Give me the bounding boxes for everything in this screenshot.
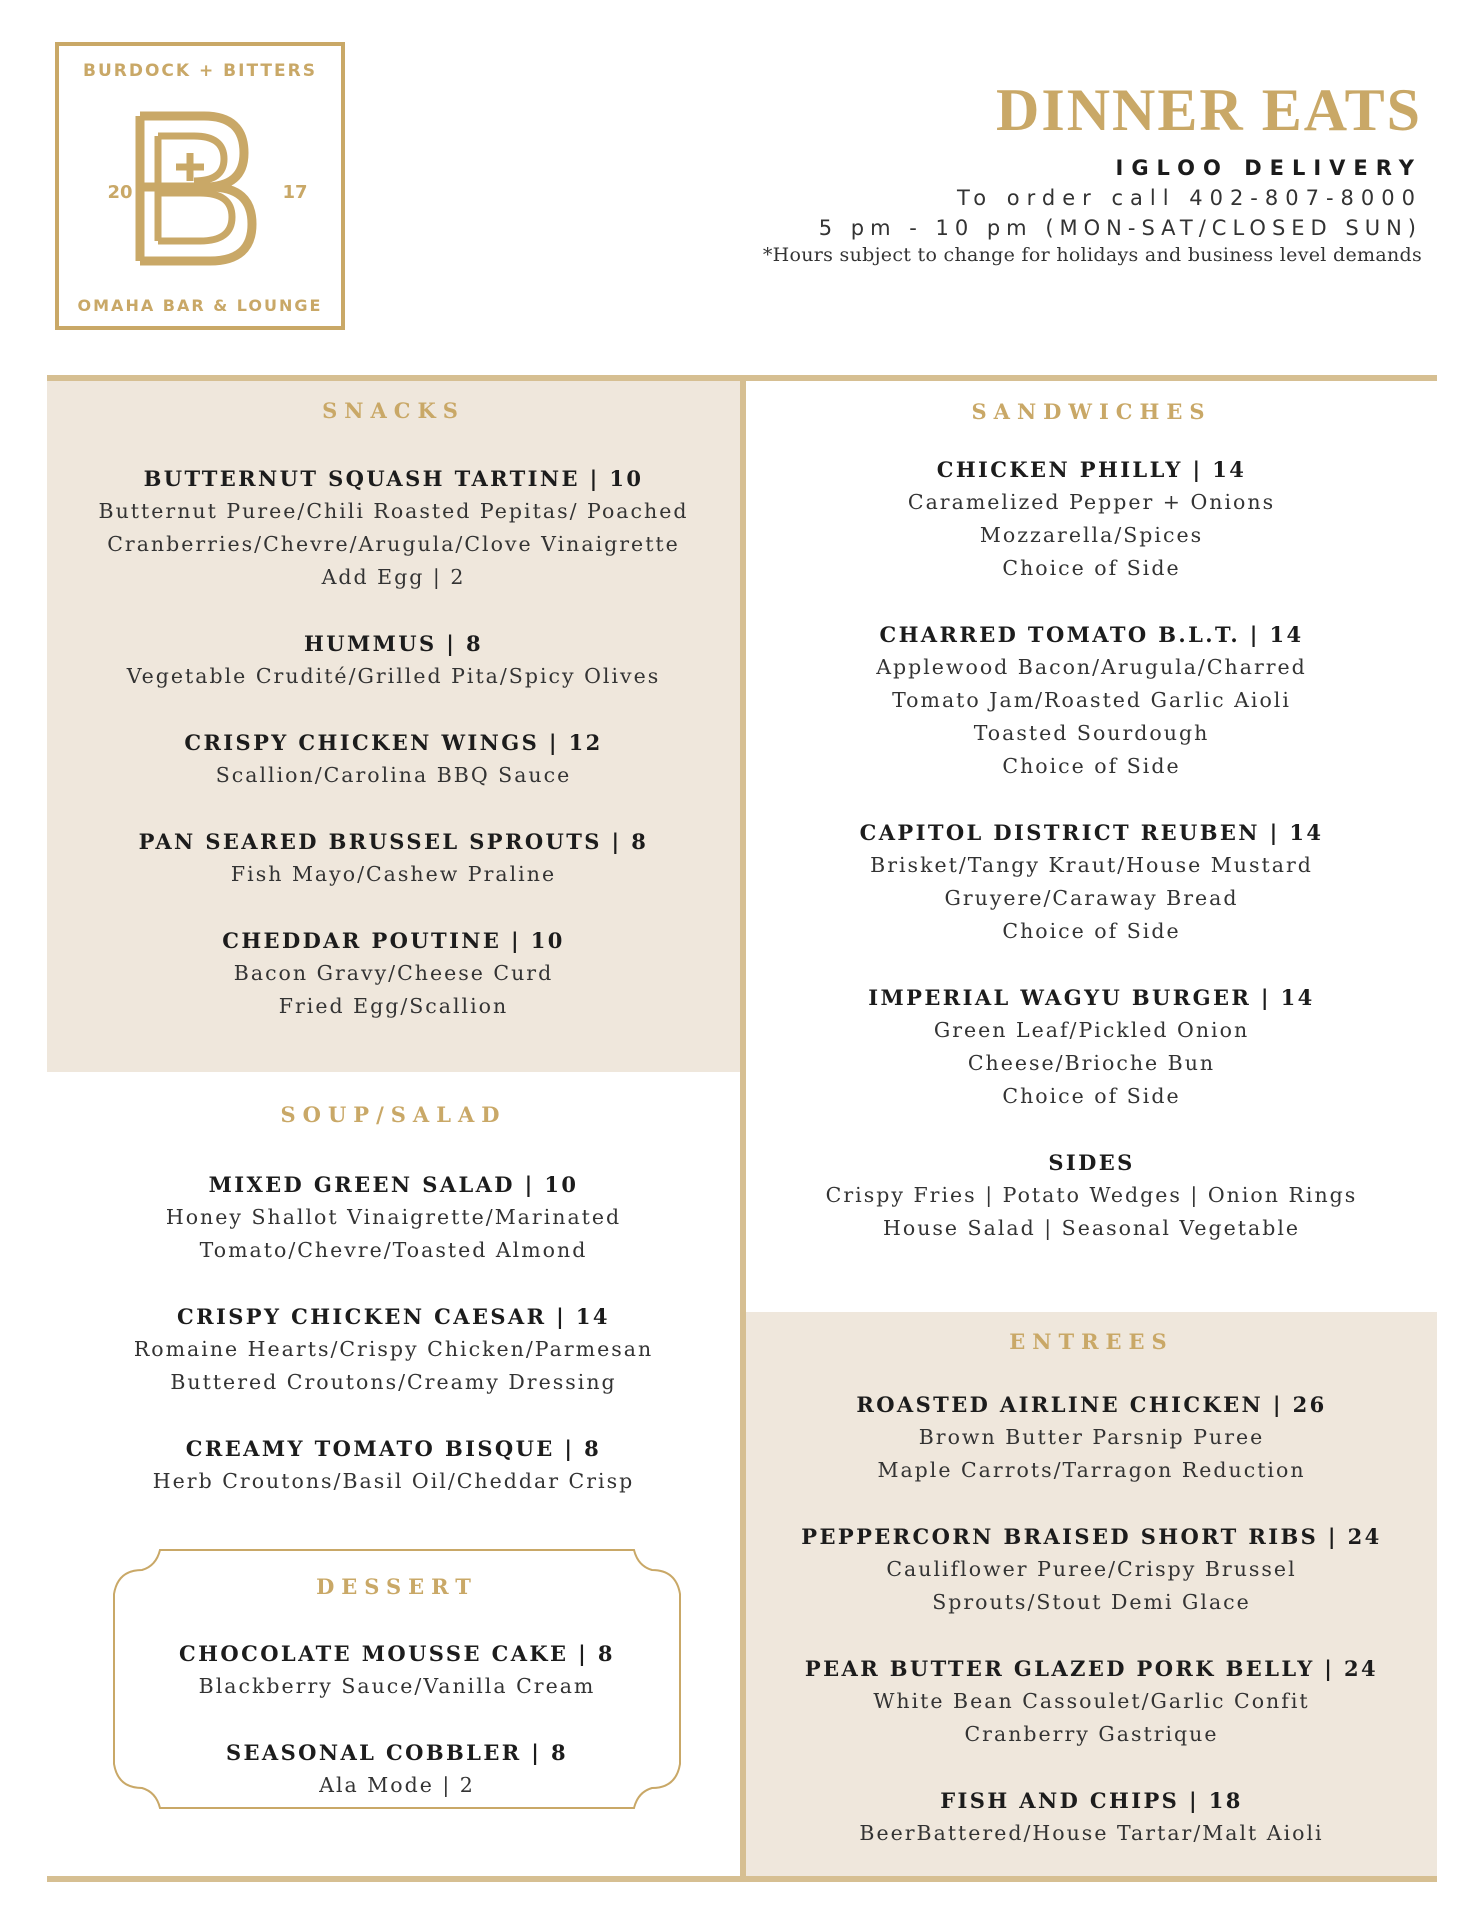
entrees-list: [746, 1389, 1437, 1850]
menu-item: [47, 628, 740, 693]
item-name: CHEDDAR POUTINE | 10: [222, 928, 565, 953]
item-desc: Brown Butter Parsnip Puree: [918, 1425, 1265, 1449]
sandwiches-title: SANDWICHES: [971, 399, 1212, 424]
menu-item: [47, 826, 740, 891]
item-desc: Maple Carrots/Tarragon Reduction: [877, 1458, 1306, 1482]
menu-item: [108, 1737, 686, 1802]
snacks-title: SNACKS: [322, 398, 465, 423]
logo: [54, 41, 346, 331]
menu-item: [746, 982, 1437, 1113]
item-desc: Blackberry Sauce/Vanilla Cream: [198, 1674, 596, 1698]
item-name: CRISPY CHICKEN CAESAR | 14: [177, 1304, 610, 1329]
item-name: CREAMY TOMATO BISQUE | 8: [185, 1436, 602, 1461]
phone-line: To order call 402-807-8000: [957, 186, 1422, 210]
item-name: SIDES: [1048, 1150, 1135, 1175]
hours-line: 5 pm - 10 pm (MON-SAT/CLOSED SUN): [818, 216, 1422, 240]
item-desc: Honey Shallot Vinaigrette/Marinated: [165, 1205, 622, 1229]
menu-item: [746, 1389, 1437, 1487]
item-desc: Sprouts/Stout Demi Glace: [932, 1590, 1251, 1614]
item-desc: Cranberries/Chevre/Arugula/Clove Vinaigrette: [107, 532, 680, 556]
menu-item: [47, 925, 740, 1023]
item-desc: Cheese/Brioche Bun: [967, 1051, 1216, 1075]
item-desc: Fried Egg/Scallion: [278, 994, 509, 1018]
item-desc: Cranberry Gastrique: [964, 1722, 1219, 1746]
item-name: SEASONAL COBBLER | 8: [225, 1740, 569, 1765]
item-name: MIXED GREEN SALAD | 10: [208, 1172, 579, 1197]
item-desc: Choice of Side: [1002, 556, 1181, 580]
menu-item: [47, 1169, 740, 1267]
item-desc: Romaine Hearts/Crispy Chicken/Parmesan: [133, 1337, 654, 1361]
item-desc: Crispy Fries | Potato Wedges | Onion Rings: [825, 1183, 1358, 1207]
item-desc: Scallion/Carolina BBQ Sauce: [215, 763, 572, 787]
sandwiches-list: [746, 454, 1437, 1245]
logo-year-left: 20: [107, 182, 133, 203]
dessert-list: [108, 1638, 686, 1802]
logo-top-text: BURDOCK + BITTERS: [83, 61, 317, 81]
menu-item: [47, 1433, 740, 1498]
menu-item: [746, 1653, 1437, 1751]
item-desc: Fish Mayo/Cashew Praline: [230, 862, 557, 886]
item-name: HUMMUS | 8: [304, 631, 483, 656]
item-name: CRISPY CHICKEN WINGS | 12: [184, 730, 603, 755]
item-desc: Add Egg | 2: [321, 565, 466, 589]
item-desc: Green Leaf/Pickled Onion: [933, 1018, 1250, 1042]
logo-year-right: 17: [282, 182, 308, 203]
header: [562, 76, 1422, 266]
item-desc: Toasted Sourdough: [973, 721, 1210, 745]
entrees-title: ENTREES: [1009, 1329, 1174, 1354]
item-name: FISH AND CHIPS | 18: [940, 1788, 1243, 1813]
item-desc: House Salad | Seasonal Vegetable: [882, 1216, 1301, 1240]
item-desc: Gruyere/Caraway Bread: [944, 886, 1239, 910]
item-desc: Cauliflower Puree/Crispy Brussel: [886, 1557, 1297, 1581]
item-desc: BeerBattered/House Tartar/Malt Aioli: [859, 1821, 1324, 1845]
item-desc: Choice of Side: [1002, 1084, 1181, 1108]
item-desc: Buttered Croutons/Creamy Dressing: [170, 1370, 617, 1394]
item-desc: Choice of Side: [1002, 919, 1181, 943]
item-name: PEAR BUTTER GLAZED PORK BELLY | 24: [804, 1656, 1379, 1681]
snacks-list: [47, 463, 740, 1023]
item-desc: Choice of Side: [1002, 754, 1181, 778]
item-desc: Herb Croutons/Basil Oil/Cheddar Crisp: [152, 1469, 635, 1493]
item-name: CHARRED TOMATO B.L.T. | 14: [879, 622, 1304, 647]
item-name: ROASTED AIRLINE CHICKEN | 26: [856, 1392, 1327, 1417]
item-name: CHOCOLATE MOUSSE CAKE | 8: [179, 1641, 615, 1666]
logo-bottom-text: OMAHA BAR & LOUNGE: [77, 296, 323, 315]
menu-item: [47, 727, 740, 792]
item-desc: Vegetable Crudité/Grilled Pita/Spicy Olives: [126, 664, 661, 688]
item-desc: Applewood Bacon/Arugula/Charred: [876, 655, 1307, 679]
item-name: PAN SEARED BRUSSEL SPROUTS | 8: [138, 829, 649, 854]
item-name: IMPERIAL WAGYU BURGER | 14: [868, 985, 1315, 1010]
item-name: BUTTERNUT SQUASH TARTINE | 10: [143, 466, 644, 491]
soup-salad-list: [47, 1169, 740, 1498]
item-name: CHICKEN PHILLY | 14: [936, 457, 1247, 482]
item-desc: Tomato Jam/Roasted Garlic Aioli: [892, 688, 1291, 712]
dessert-title: DESSERT: [316, 1574, 478, 1599]
item-desc: Bacon Gravy/Cheese Curd: [233, 961, 554, 985]
menu-item: [746, 1521, 1437, 1619]
menu-item: [47, 1301, 740, 1399]
menu-item: [746, 454, 1437, 585]
item-desc: White Bean Cassoulet/Garlic Confit: [873, 1689, 1310, 1713]
menu-item: [108, 1638, 686, 1703]
hours-note: *Hours subject to change for holidays and business level demands: [762, 244, 1422, 266]
menu-item: [746, 619, 1437, 783]
sides-block: [746, 1147, 1437, 1245]
menu-item: [746, 817, 1437, 948]
item-name: CAPITOL DISTRICT REUBEN | 14: [859, 820, 1324, 845]
item-desc: Caramelized Pepper + Onions: [907, 490, 1276, 514]
item-desc: Butternut Puree/Chili Roasted Pepitas/ Poached: [98, 499, 689, 523]
item-desc: Brisket/Tangy Kraut/House Mustard: [870, 853, 1313, 877]
menu-item: [746, 1785, 1437, 1850]
item-desc: Mozzarella/Spices: [979, 523, 1204, 547]
item-desc: Ala Mode | 2: [319, 1773, 475, 1797]
page-title: DINNER EATS: [996, 77, 1422, 143]
item-name: PEPPERCORN BRAISED SHORT RIBS | 24: [801, 1524, 1382, 1549]
service-name: IGLOO DELIVERY: [1115, 156, 1422, 180]
menu-item: [47, 463, 740, 594]
item-desc: Tomato/Chevre/Toasted Almond: [199, 1238, 588, 1262]
soup-salad-title: SOUP/SALAD: [280, 1102, 507, 1127]
bb-monogram: [140, 116, 252, 261]
